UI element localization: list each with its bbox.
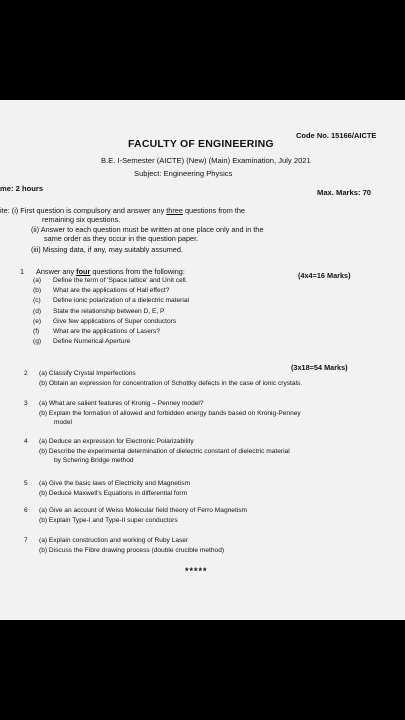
q1-item-text: Define ionic polarization of a dielectric material [53, 297, 189, 305]
subject-line: Subject: Engineering Physics [134, 169, 233, 178]
question-part-a: (a) Explain construction and working of Ruby Laser [39, 537, 189, 544]
question-number: 2 [24, 370, 28, 377]
paper-code: Code No. 15166/AICTE [296, 131, 377, 140]
question-part-b: (b) Deduce Maxwell's Equations in differential form [39, 490, 188, 497]
question-part-b: (b) Explain Type-I and Type-II super conductors [39, 517, 178, 524]
note-i-prefix: ite: (i) First question is compulsory and answer any [0, 206, 167, 215]
question-part-b-continued: by Schering Bridge method [54, 457, 134, 464]
question-part-b: (b) Obtain an expression for concentration of Schottky defects in the case of ionic crystals. [39, 380, 303, 387]
q1-item-label: (g) [33, 338, 42, 346]
q1-item-label: (a) [33, 277, 42, 284]
note-i [0, 206, 245, 216]
question-part-a: (a) Deduce an expression for Electronic Polarizability [39, 438, 194, 445]
question-paper [0, 100, 405, 620]
question-number: 5 [24, 480, 28, 487]
question-number: 4 [24, 438, 28, 445]
time-allowed: me: 2 hours [0, 184, 44, 193]
q1-item-text: State the relationship between D, E, P [53, 307, 165, 315]
q1-marks: (4x4=16 Marks) [298, 271, 351, 280]
note-ii-continued: same order as they occur in the question paper. [44, 234, 199, 243]
q1-item-label: (e) [33, 317, 42, 325]
note-i-continued: remaining six questions. [42, 215, 121, 224]
note-i-underlined: three [166, 206, 183, 215]
q1-item-label: (c) [33, 297, 41, 305]
q1-item-text: What are the applications of Hall effect? [53, 287, 170, 295]
faculty-title: FACULTY OF ENGINEERING [128, 138, 274, 150]
q1-item-text: Give few applications of Super conductors [53, 317, 177, 325]
q1-item-label: (d) [33, 307, 42, 315]
note-i-suffix: questions from the [182, 206, 245, 215]
note-iii: (iii) Missing data, if any, may suitably assumed. [31, 245, 183, 254]
q1-item-text: What are the applications of Lasers? [53, 328, 161, 335]
q1-prefix: Answer any [36, 267, 77, 276]
q1-item-label: (b) [33, 287, 42, 295]
question-part-b: (b) Discuss the Fibre drawing process (double crucible method) [39, 547, 225, 554]
question-part-a: (a) Classify Crystal Imperfections [39, 370, 136, 377]
max-marks: Max. Marks: 70 [317, 188, 372, 197]
question-number: 7 [24, 537, 28, 544]
q1-suffix: questions from the following: [90, 267, 185, 276]
question-part-a: (a) Give an account of Weiss Molecular field theory of Ferro Magnetism [39, 507, 248, 514]
q1-item-text: Define the term of 'Space lattice' and Unit cell. [53, 277, 188, 284]
question-part-a: (a) What are salient features of Kronig – Penney model? [39, 400, 204, 407]
q1-item-label: (f) [33, 328, 40, 335]
question-part-b: (b) Describe the experimental determination of dielectric constant of dielectric material [39, 448, 290, 455]
note-ii: (ii) Answer to each question must be written at one place only and in the [31, 225, 264, 234]
q1-item-text: Define Numerical Aperture [53, 338, 131, 346]
exam-title: B.E. I-Semester (AICTE) (New) (Main) Examination, July 2021 [101, 156, 311, 165]
q1-number: 1 [20, 267, 25, 276]
long-answer-marks: (3x18=54 Marks) [291, 363, 348, 372]
q1-underlined: four [76, 267, 91, 276]
q1-instruction [36, 267, 185, 276]
question-part-b-continued: model [54, 419, 72, 426]
question-number: 3 [24, 400, 28, 407]
question-number: 6 [24, 507, 28, 514]
question-part-a: (a) Give the basic laws of Electricity and Magnetism [39, 480, 190, 487]
end-mark: ***** [185, 566, 208, 576]
question-part-b: (b) Explain the formation of allowed and forbidden energy bands based on Kronig-Penney [39, 410, 301, 417]
